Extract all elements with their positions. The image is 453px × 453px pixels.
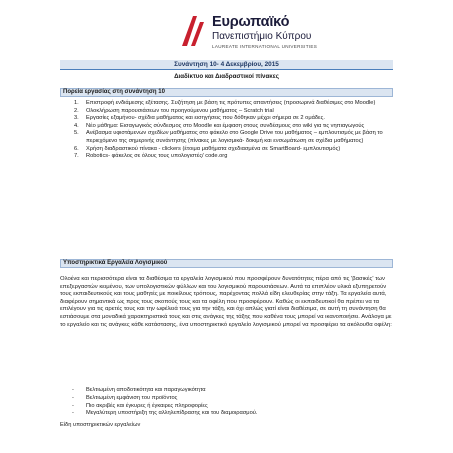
list-item: 3. Εργασίες εξαμήνου- σχέδια μαθήματος και εισηγήσεις που δόθηκαν μέχρι σήμερα σε 2 ομάδες. xyxy=(74,115,325,122)
body-paragraph: Ολοένα και περισσότερα είναι τα διαθέσιμα τα εργαλεία λογισμικού που προσφέρουν δυνατότητες πέρα από τις 'βασικές' των επεξεργαστών κειμένου, των υπολογιστικών φύλλων και του λογισμικού παρουσιάσεων. Αυτά τα επιπλέον υλικά εξυπηρετούν τους εκπαιδευτικούς και τους μαθητές με ποικίλους τρόπους, παρέχοντας πολλά είδη ελευθερίας στην τάξη. Τα εργαλεία αυτά, διαφέρουν σημαντικά ως προς τους σκοπούς τους και τα οφέλη που προσφέρουν. Καθώς οι εκπαιδευτικοί θα πρέπει να τα επιλέγουν για τις αρετές τους και την ωφέλειά τους για την τάξη, και όχι απλώς γιατί είναι διαθέσιμα, σε αυτή τη συνάντηση θα εστιάσουμε στα μοναδικά χαρακτηριστικά τους και στις ανάγκες της τάξης που καθένα τους μπορεί να ικανοποιήσει. Ανάλογα με το εργαλείο και τις ανάγκες κάθε κατάστασης, ένα υποστηρικτικό εργαλείο λογισμικού μπορεί να προσφέρει τα ακόλουθα οφέλη: xyxy=(60,276,392,328)
list-item: 7. Robotics- φάκελος σε όλους τους υπολογιστές/ code.org xyxy=(74,153,228,160)
list-item: 2. Ολοκλήρωση παρουσιάσεων του προηγούμενου μαθήματος – Scratch trial xyxy=(74,107,274,114)
session-title-bar: Συνάντηση 10- 4 Δεκεμβρίου, 2015 xyxy=(60,60,393,70)
logo-line-3: LAUREATE INTERNATIONAL UNIVERSITIES xyxy=(212,44,318,49)
section-heading-software-tools: Υποστηρικτικά Εργαλεία Λογισμικού xyxy=(60,259,393,268)
list-item: - Μεγαλύτερη υποστήριξη της αλληλεπίδρασης και του διαμοιρασμού. xyxy=(72,410,258,417)
list-item: 4. Νέο μάθημα: Εισαγωγικός σύνδεσμος στο Moodle και έμφαση στους συνδέσμους στο wiki για τις νηπιαγωγούς xyxy=(74,122,365,129)
list-item: 6. Χρήση διαδραστικού πίνακα - clickers (έτοιμα μαθήματα σχεδιασμένα σε SmartBoard- εμπλουτισμός) xyxy=(74,145,341,152)
logo-line-1: Ευρωπαϊκό xyxy=(212,14,290,30)
list-item: 5. Ανέβασμα υφιστάμενων σχεδίων μαθήματος στο φάκελο στο Google Drive του μαθήματος – εμπλουτισμός με βάση το περιεχόμενο της σημερινής συνάντησης (πίνακες με λογισμικά- δοκιμή και ενσωμάτωση σε σχέδια μαθήματος) xyxy=(74,130,383,144)
university-logo xyxy=(178,14,358,50)
university-emblem-icon xyxy=(178,14,208,48)
closing-line: Είδη υποστηρικτικών εργαλείων xyxy=(60,422,141,428)
list-item: - Πιο ακριβές και έγκυρες ή έγκαιρες πληροφορίες xyxy=(72,402,208,409)
section-heading-agenda: Πορεία εργασίας στη συνάντηση 10 xyxy=(60,88,393,97)
agenda-list xyxy=(60,100,393,161)
list-item: - Βελτιωμένη αποδοτικότητα και παραγωγικότητα xyxy=(72,387,206,393)
benefits-list xyxy=(60,387,393,418)
list-item: - Βελτιωμένη εμφάνιση του προϊόντος xyxy=(72,394,178,401)
list-item: 1. Επιστροφή ενδιάμεσης εξέτασης. Συζήτηση με βάση τις πρότυπες απαντήσεις (προσωρινά διαθέσιμες στο Moodle) xyxy=(74,100,376,106)
logo-line-2: Πανεπιστήμιο Κύπρου xyxy=(212,31,312,42)
session-subtitle: Διαδίκτυο και Διαδραστικοί πίνακες xyxy=(174,73,279,80)
